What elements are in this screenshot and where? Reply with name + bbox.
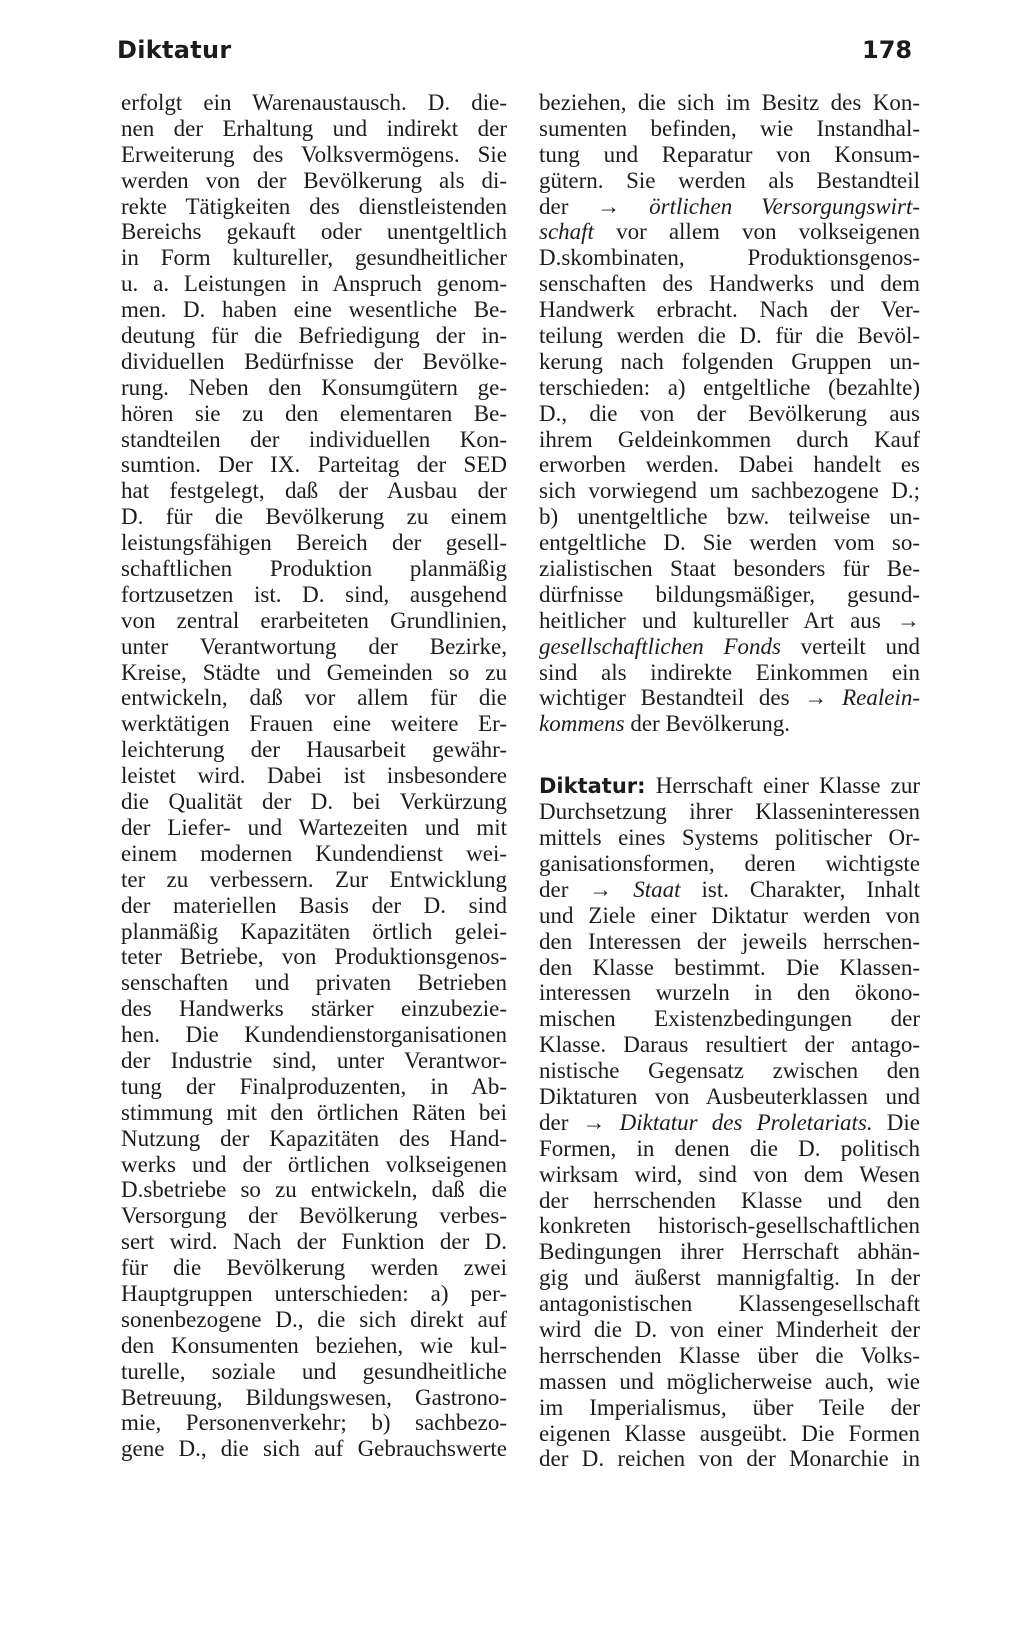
text-line: entwickeln, daß vor allem für die bbox=[121, 685, 507, 711]
text-line bbox=[539, 297, 920, 323]
text-segment: Klasse. Daraus resultiert der antago- bbox=[539, 1032, 920, 1058]
text-segment: terschieden: a) entgeltliche (bezahlte) bbox=[539, 374, 920, 400]
text-line bbox=[539, 556, 920, 582]
text-line: Erweiterung des Volksvermögens. Sie bbox=[121, 141, 507, 167]
text-line bbox=[539, 799, 920, 825]
text-line: deutung für die Befriedigung der in- bbox=[121, 323, 507, 349]
text-line bbox=[539, 660, 920, 686]
text-segment: erworben werden. Dabei handelt es bbox=[539, 452, 920, 478]
text-segment: senschaften des Handwerks und dem bbox=[539, 271, 920, 297]
text-line: des Handwerks stärker einzubezie- bbox=[121, 996, 507, 1022]
running-head: Diktatur bbox=[117, 36, 232, 64]
text-line bbox=[539, 1006, 920, 1032]
text-line: die Qualität der D. bei Verkürzung bbox=[121, 789, 507, 815]
text-line bbox=[539, 1446, 920, 1472]
text-line bbox=[539, 851, 920, 877]
text-segment: D.skombinaten, Produktionsgenos- bbox=[539, 245, 920, 271]
text-line: für die Bevölkerung werden zwei bbox=[121, 1255, 507, 1281]
text-line: mie, Personenverkehr; b) sachbezo- bbox=[121, 1410, 507, 1436]
text-line bbox=[539, 825, 920, 851]
text-line bbox=[539, 955, 920, 981]
text-line: erfolgt ein Warenaustausch. D. die- bbox=[121, 90, 507, 115]
text-line bbox=[539, 582, 920, 608]
text-line: Hauptgruppen unterschieden: a) per- bbox=[121, 1280, 507, 1306]
text-line: schaftlichen Produktion planmäßig bbox=[121, 556, 507, 582]
text-segment: ihrem Geldeinkommen durch Kauf bbox=[539, 426, 920, 452]
text-line: hat festgelegt, daß der Ausbau der bbox=[121, 478, 507, 504]
text-line bbox=[539, 608, 920, 634]
text-line: werden von der Bevölkerung als di- bbox=[121, 167, 507, 193]
text-line bbox=[539, 634, 920, 660]
text-segment: teilung werden die D. für die Bevöl- bbox=[539, 323, 920, 349]
text-line: der Industrie sind, unter Verantwor- bbox=[121, 1047, 507, 1073]
text-segment: gig und äußerst mannigfaltig. In der bbox=[539, 1265, 920, 1291]
text-line bbox=[539, 1421, 920, 1447]
cross-reference-term: gesellschaftlichen Fonds bbox=[539, 633, 781, 659]
text-line: standteilen der individuellen Kon- bbox=[121, 426, 507, 452]
text-line: fortzusetzen ist. D. sind, ausgehend bbox=[121, 581, 507, 607]
text-segment: heitlicher und kultureller Art aus → bbox=[539, 607, 920, 633]
text-segment: der D. reichen von der Monarchie in bbox=[539, 1446, 920, 1472]
text-segment: beziehen, die sich im Besitz des Kon- bbox=[539, 90, 920, 115]
cross-reference-term: Realein- bbox=[842, 685, 920, 711]
text-line bbox=[539, 1188, 920, 1214]
text-line bbox=[539, 530, 920, 556]
text-line bbox=[539, 271, 920, 297]
text-segment: mischen Existenzbedingungen der bbox=[539, 1006, 920, 1032]
text-segment: verteilt und bbox=[780, 633, 920, 659]
cross-reference-term: schaft bbox=[539, 219, 594, 245]
text-line bbox=[539, 142, 920, 168]
text-segment: der herrschenden Klasse und den bbox=[539, 1187, 920, 1213]
left-column bbox=[121, 90, 507, 1462]
text-line bbox=[539, 375, 920, 401]
text-line bbox=[539, 1162, 920, 1188]
text-segment: b) unentgeltliche bzw. teilweise un- bbox=[539, 504, 920, 530]
text-line: von zentral erarbeiteten Grundlinien, bbox=[121, 607, 507, 633]
text-segment: wichtiger Bestandteil des → bbox=[539, 685, 843, 711]
text-segment: kerung nach folgenden Gruppen un- bbox=[539, 348, 920, 374]
text-segment: der → bbox=[539, 1109, 620, 1135]
text-segment: interessen wurzeln in den ökono- bbox=[539, 980, 920, 1006]
text-line bbox=[539, 1032, 920, 1058]
text-line: der materiellen Basis der D. sind bbox=[121, 892, 507, 918]
text-line: sert wird. Nach der Funktion der D. bbox=[121, 1229, 507, 1255]
text-line: Nutzung der Kapazitäten des Hand- bbox=[121, 1125, 507, 1151]
cross-reference-term: Diktatur des Proletariats. bbox=[619, 1109, 873, 1135]
text-line: den Konsumenten beziehen, wie kul- bbox=[121, 1332, 507, 1358]
text-segment: Die bbox=[872, 1109, 920, 1135]
right-column bbox=[539, 90, 920, 1472]
text-segment: Formen, in denen die D. politisch bbox=[539, 1135, 920, 1161]
text-segment: tung und Reparatur von Konsum- bbox=[539, 141, 920, 167]
text-segment: ganisationsformen, deren wichtigste bbox=[539, 850, 920, 876]
text-line: unter Verantwortung der Bezirke, bbox=[121, 633, 507, 659]
text-line: werks und der örtlichen volkseigenen bbox=[121, 1151, 507, 1177]
cross-reference-term: kommens bbox=[539, 711, 625, 737]
text-line bbox=[539, 685, 920, 711]
text-line: ter zu verbessern. Zur Entwicklung bbox=[121, 866, 507, 892]
text-line bbox=[539, 116, 920, 142]
text-line: planmäßig Kapazitäten örtlich gelei- bbox=[121, 918, 507, 944]
text-segment: herrschenden Klasse über die Volks- bbox=[539, 1342, 920, 1368]
text-segment: sich vorwiegend um sachbezogene D.; bbox=[539, 478, 920, 504]
entry-definition bbox=[539, 799, 920, 1472]
text-line: senschaften und privaten Betrieben bbox=[121, 970, 507, 996]
text-line bbox=[539, 1395, 920, 1421]
text-segment: nistische Gegensatz zwischen den bbox=[539, 1058, 920, 1084]
text-line: Bereichs gekauft oder unentgeltlich bbox=[121, 219, 507, 245]
text-segment: D., die von der Bevölkerung aus bbox=[539, 400, 920, 426]
text-segment: wirksam wird, sind von dem Wesen bbox=[539, 1161, 920, 1187]
text-line bbox=[539, 929, 920, 955]
text-line: stimmung mit den örtlichen Räten bei bbox=[121, 1099, 507, 1125]
text-line: leichterung der Hausarbeit gewähr- bbox=[121, 737, 507, 763]
text-segment: Handwerk erbracht. Nach der Ver- bbox=[539, 297, 920, 323]
cross-reference-term: Staat bbox=[633, 876, 681, 902]
text-segment: der Bevölkerung. bbox=[624, 711, 791, 737]
text-line bbox=[539, 323, 920, 349]
text-segment: Bedingungen ihrer Herrschaft abhän- bbox=[539, 1239, 920, 1265]
text-line bbox=[539, 90, 920, 116]
text-line: D.sbetriebe so zu entwickeln, daß die bbox=[121, 1177, 507, 1203]
text-segment: gütern. Sie werden als Bestandteil bbox=[539, 167, 920, 193]
text-segment: antagonistischen Klassengesellschaft bbox=[539, 1291, 920, 1317]
text-segment: eigenen Klasse ausgeübt. Die Formen bbox=[539, 1420, 920, 1446]
text-line: leistungsfähigen Bereich der gesell- bbox=[121, 530, 507, 556]
text-line: nen der Erhaltung und indirekt der bbox=[121, 115, 507, 141]
text-line: D. für die Bevölkerung zu einem bbox=[121, 504, 507, 530]
text-segment: konkreten historisch-gesellschaftlichen bbox=[539, 1213, 920, 1239]
text-line: tung der Finalproduzenten, in Ab- bbox=[121, 1073, 507, 1099]
text-segment: sind als indirekte Einkommen ein bbox=[539, 659, 920, 685]
text-segment: sumenten befinden, wie Instandhal- bbox=[539, 115, 920, 141]
text-line bbox=[539, 452, 920, 478]
text-line: Kreise, Städte und Gemeinden so zu bbox=[121, 659, 507, 685]
text-line bbox=[539, 1291, 920, 1317]
text-line: sonenbezogene D., die sich direkt auf bbox=[121, 1306, 507, 1332]
text-line bbox=[539, 1084, 920, 1110]
text-segment: dürfnisse bildungsmäßiger, gesund- bbox=[539, 581, 920, 607]
text-line bbox=[539, 1369, 920, 1395]
text-segment: den Interessen der jeweils herrschen- bbox=[539, 928, 920, 954]
text-segment: im Imperialismus, über Teile der bbox=[539, 1394, 920, 1420]
text-line: u. a. Leistungen in Anspruch genom- bbox=[121, 271, 507, 297]
paragraph-continuation bbox=[539, 90, 920, 737]
text-line bbox=[539, 1265, 920, 1291]
text-line bbox=[539, 478, 920, 504]
text-segment: der → bbox=[539, 876, 634, 902]
text-line: einem modernen Kundendienst wei- bbox=[121, 840, 507, 866]
text-line: werktätigen Frauen eine weitere Er- bbox=[121, 711, 507, 737]
text-segment: Durchsetzung ihrer Klasseninteressen bbox=[539, 799, 920, 825]
text-line: der Liefer- und Wartezeiten und mit bbox=[121, 814, 507, 840]
text-line: men. D. haben eine wesentliche Be- bbox=[121, 297, 507, 323]
text-line bbox=[539, 168, 920, 194]
paragraph-gap bbox=[539, 737, 920, 773]
text-line bbox=[539, 1239, 920, 1265]
text-line bbox=[539, 349, 920, 375]
text-line: dividuellen Bedürfnisse der Bevölke- bbox=[121, 348, 507, 374]
text-line bbox=[539, 1136, 920, 1162]
text-line bbox=[539, 504, 920, 530]
text-line bbox=[539, 711, 920, 737]
text-segment: Diktaturen von Ausbeuterklassen und bbox=[539, 1083, 920, 1109]
text-segment: mittels eines Systems politischer Or- bbox=[539, 825, 920, 851]
text-line bbox=[539, 194, 920, 220]
text-line bbox=[539, 427, 920, 453]
text-line bbox=[539, 245, 920, 271]
text-line: rung. Neben den Konsumgütern ge- bbox=[121, 374, 507, 400]
text-segment: massen und möglicherweise auch, wie bbox=[539, 1368, 920, 1394]
text-line bbox=[539, 1058, 920, 1084]
text-segment: den Klasse bestimmt. Die Klassen- bbox=[539, 954, 920, 980]
entry-first-line-text: Herrschaft einer Klasse zur bbox=[645, 773, 920, 799]
text-line bbox=[539, 1110, 920, 1136]
text-segment: der → bbox=[539, 193, 650, 219]
text-line: leistet wird. Dabei ist insbesondere bbox=[121, 763, 507, 789]
text-line: hen. Die Kundendienstorganisationen bbox=[121, 1022, 507, 1048]
text-segment: wird die D. von einer Minderheit der bbox=[539, 1316, 920, 1342]
entry-first-line bbox=[539, 773, 920, 799]
page-number: 178 bbox=[862, 36, 913, 64]
text-line: sumtion. Der IX. Parteitag der SED bbox=[121, 452, 507, 478]
text-line bbox=[539, 219, 920, 245]
text-line bbox=[539, 877, 920, 903]
text-line bbox=[539, 1343, 920, 1369]
text-segment: und Ziele einer Diktatur werden von bbox=[539, 902, 920, 928]
text-line: gene D., die sich auf Gebrauchswerte bbox=[121, 1436, 507, 1462]
cross-reference-term: örtlichen Versorgungswirt- bbox=[649, 193, 920, 219]
text-segment: zialistischen Staat besonders für Be- bbox=[539, 556, 920, 582]
text-line bbox=[539, 903, 920, 929]
text-segment: ist. Charakter, Inhalt bbox=[680, 876, 920, 902]
text-segment: vor allem von volkseigenen bbox=[593, 219, 920, 245]
text-line bbox=[539, 401, 920, 427]
text-segment: entgeltliche D. Sie werden vom so- bbox=[539, 530, 920, 556]
entry-keyword: Diktatur: bbox=[539, 774, 646, 799]
text-line bbox=[539, 980, 920, 1006]
text-line: rekte Tätigkeiten des dienstleistenden bbox=[121, 193, 507, 219]
text-line: hören sie zu den elementaren Be- bbox=[121, 400, 507, 426]
text-line: Versorgung der Bevölkerung verbes- bbox=[121, 1203, 507, 1229]
text-line: Betreuung, Bildungswesen, Gastrono- bbox=[121, 1384, 507, 1410]
text-line: turelle, soziale und gesundheitliche bbox=[121, 1358, 507, 1384]
text-line bbox=[539, 1317, 920, 1343]
text-line bbox=[539, 1213, 920, 1239]
text-line: teter Betriebe, von Produktionsgenos- bbox=[121, 944, 507, 970]
text-line: in Form kultureller, gesundheitlicher bbox=[121, 245, 507, 271]
